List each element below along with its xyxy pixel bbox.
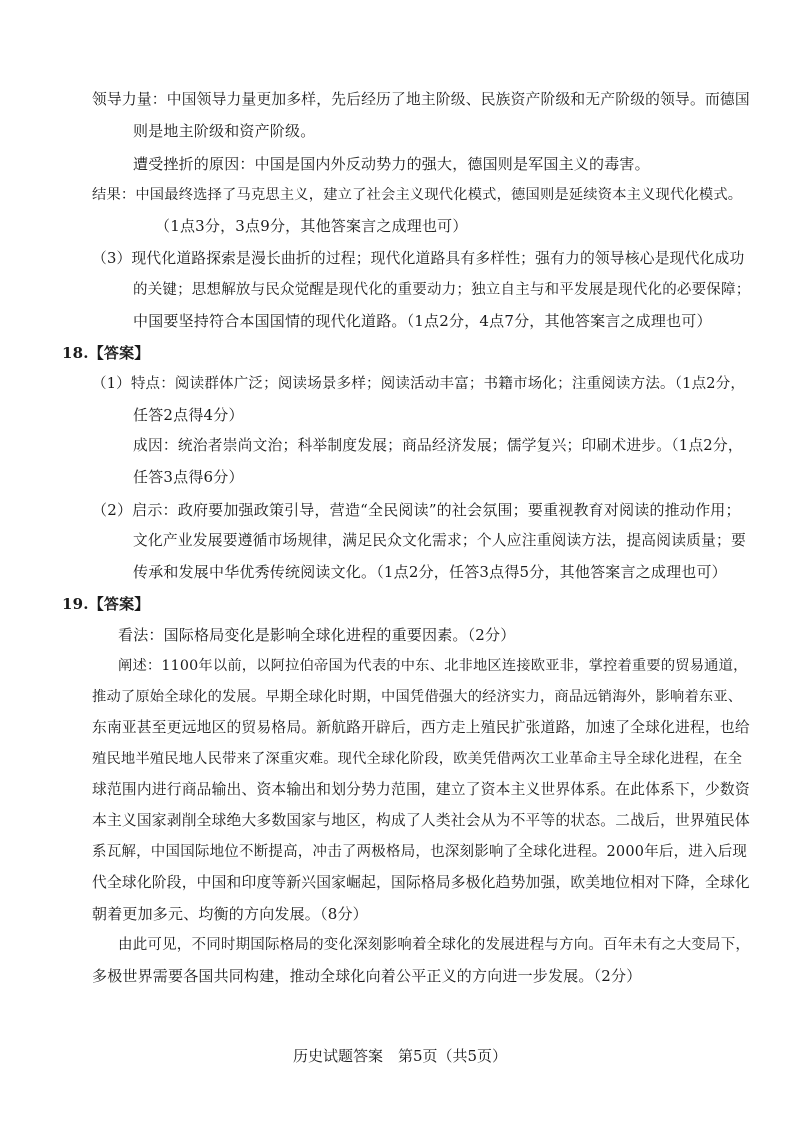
q3-line-3: 中国要坚持符合本国国情的现代化道路。（1点2分，4点7分，其他答案言之成理也可）: [133, 312, 712, 330]
q19-argument-line: 推动了原始全球化的发展。早期全球化时期，中国凭借强大的经济实力，商品远销海外，影响着东亚、: [92, 689, 743, 705]
q19-argument-line: 朝着更加多元、均衡的方向发展。（8分）: [92, 905, 368, 923]
q18-part2-line-1: （2）启示：政府要加强政策引导，营造“全民阅读”的社会氛围；要重视教育对阅读的推动作用；: [92, 501, 741, 519]
setback-line: 遭受挫折的原因：中国是国内外反动势力的强大，德国则是军国主义的毒害。: [133, 155, 650, 173]
q19-argument-line: 阐述：1100年以前，以阿拉伯帝国为代表的中东、北非地区连接欧亚非，掌控着重要的贸易通道，: [118, 658, 748, 674]
q19-argument-line: 殖民地半殖民地人民带来了深重灾难。现代全球化阶段，欧美凭借两次工业革命主导全球化进程，在全: [92, 751, 743, 767]
q3-line-2: 的关键；思想解放与民众觉醒是现代化的重要动力；独立自主与和平发展是现代化的必要保障；: [133, 282, 751, 298]
q18-part2-line-2: 文化产业发展要遵循市场规律，满足民众文化需求；个人应注重阅读方法，提高阅读质量；要: [133, 532, 746, 549]
q18-heading: 18.【答案】: [62, 344, 150, 362]
q19-argument-line: 东南亚甚至更远地区的贸易格局。新航路开辟后，西方走上殖民扩张道路，加速了全球化进程，也给: [92, 719, 750, 736]
q18-part2-line-3: 传承和发展中华优秀传统阅读文化。（1点2分，任答3点得5分，其他答案言之成理也可）: [133, 563, 727, 581]
leadership-line-cont: 则是地主阶级和资产阶级。: [133, 122, 316, 140]
q19-argument-line: 系瓦解，中国国际地位不断提高，冲击了两极格局，也深刻影响了全球化进程。2000年后，进入后现: [92, 844, 748, 860]
leadership-line: 领导力量：中国领导力量更加多样，先后经历了地主阶级、民族资产阶级和无产阶级的领导。而德国: [92, 91, 750, 108]
q19-conclusion-line: 多极世界需要各国共同构建，推动全球化向着公平正义的方向进一步发展。（2分）: [92, 967, 642, 985]
result-line: 结果：中国最终选择了马克思主义，建立了社会主义现代化模式，德国则是延续资本主义现代化模式。: [92, 187, 743, 203]
q3-line-1: （3）现代化道路探索是漫长曲折的过程；现代化道路具有多样性；强有力的领导核心是现代化成功: [92, 250, 745, 267]
q18-part1-line-1: （1）特点：阅读群体广泛；阅读场景多样；阅读活动丰富；书籍市场化；注重阅读方法。（1点2分，: [92, 376, 746, 392]
q19-conclusion-line: 由此可见，不同时期国际格局的变化深刻影响着全球化的发展进程与方向。百年未有之大变局下，: [118, 937, 751, 953]
q18-cause-line-2: 任答3点得6分）: [133, 468, 244, 486]
q19-argument-line: 代全球化阶段，中国和印度等新兴国家崛起，国际格局多极化趋势加强，欧美地位相对下降，全球化: [92, 874, 750, 891]
q18-part1-line-2: 任答2点得4分）: [133, 406, 244, 424]
page-footer: 历史试题答案 第5页（共5页）: [292, 1047, 508, 1065]
q19-argument-line: 球范围内进行商品输出、资本输出和划分势力范围，建立了资本主义世界体系。在此体系下，少数资: [92, 781, 750, 798]
q19-heading: 19.【答案】: [62, 595, 150, 613]
score-note-1: （1点3分，3点9分，其他答案言之成理也可）: [155, 217, 468, 235]
q18-cause-line-1: 成因：统治者崇尚文治；科举制度发展；商品经济发展；儒学复兴；印刷术进步。（1点2分，: [133, 437, 743, 454]
q19-view: 看法：国际格局变化是影响全球化进程的重要因素。（2分）: [118, 626, 516, 644]
q19-argument-line: 本主义国家剥削全球绝大多数国家与地区，构成了人类社会从为不平等的状态。二战后，世界殖民体: [92, 812, 750, 829]
